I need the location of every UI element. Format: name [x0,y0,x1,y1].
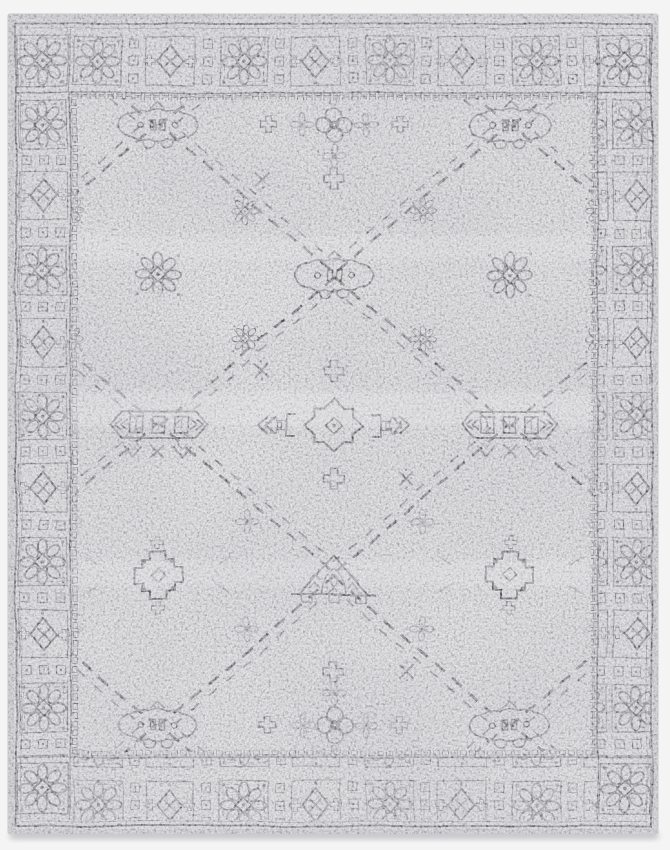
wear-streak [70,392,594,426]
wear-streak [70,236,594,260]
fabric-texture [8,14,658,834]
wear-streak [70,560,594,586]
